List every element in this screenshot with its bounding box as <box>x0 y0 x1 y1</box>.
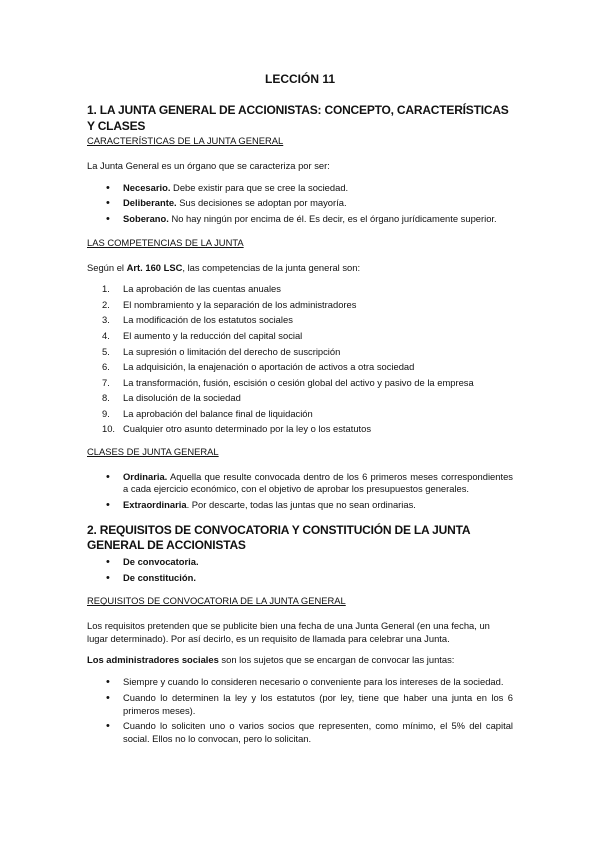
list-item <box>123 499 513 512</box>
list-item: 4. El aumento y la reducción del capital social <box>102 329 303 341</box>
list-item: • De constitución. <box>123 572 513 585</box>
list-item: 3. La modificación de los estatutos sociales <box>102 314 293 326</box>
item-text: Sus decisiones se adoptan por mayoría. <box>176 197 347 209</box>
item-term: Necesario. <box>123 181 171 193</box>
competencies-subheading: LAS COMPETENCIAS DE LA JUNTA <box>87 236 244 248</box>
competencies-list <box>87 283 513 436</box>
list-item: 7. La transformación, fusión, escisión o cesión global del activo y pasivo de la empresa <box>102 376 474 388</box>
item-term: Soberano. <box>123 213 169 225</box>
list-item: 1. La aprobación de las cuentas anuales <box>102 283 281 295</box>
list-item <box>123 182 513 195</box>
list-item: 6. La adquisición, la enajenación o aportación de activos a otra sociedad <box>102 361 415 373</box>
convocatoria-subheading: REQUISITOS DE CONVOCATORIA DE LA JUNTA GENERAL <box>87 595 346 607</box>
list-item: 5. La supresión o limitación del derecho de suscripción <box>102 345 341 357</box>
list-item: • Siempre y cuando lo consideren necesario o conveniente para los intereses de la sociedad. <box>123 676 513 689</box>
list-item: 10. Cualquier otro asunto determinado por la ley o los estatutos <box>102 423 372 435</box>
convocatoria-list <box>87 676 513 745</box>
list-item <box>123 213 513 226</box>
classes-subheading: CLASES DE JUNTA GENERAL <box>87 446 219 458</box>
lesson-title: LECCIÓN 11 <box>264 72 336 86</box>
item-text: No hay ningún por encima de él. Es decir, es el órgano jurídicamente superior. <box>168 213 497 225</box>
item-text: Aquella que resulte convocada dentro de los 6 primeros meses correspondientes a cada ejercicio económico, con el objetivo de aprobar los presupuestos generales. <box>123 470 513 495</box>
section-1-heading: 1. LA JUNTA GENERAL DE ACCIONISTAS: CONCEPTO, CARACTERÍSTICAS Y CLASES <box>87 103 509 133</box>
requirements-types-list <box>87 556 513 584</box>
item-term: Deliberante. <box>123 197 177 209</box>
list-item: • Cuando lo soliciten uno o varios socios que representen, como mínimo, el 5% del capital social. Ellos no lo convocan, pero lo solicitan. <box>123 720 513 745</box>
list-item: 9. La aprobación del balance final de liquidación <box>102 407 313 419</box>
characteristics-subheading: CARACTERÍSTICAS DE LA JUNTA GENERAL <box>87 135 284 147</box>
item-text: . Por descarte, todas las juntas que no sean ordinarias. <box>186 499 416 511</box>
list-item: 8. La disolución de la sociedad <box>102 392 241 404</box>
article-reference: Art. 160 LSC <box>126 261 183 273</box>
list-item <box>123 197 513 210</box>
classes-list <box>87 471 513 512</box>
item-text: Debe existir para que se cree la sociedad. <box>170 181 349 193</box>
item-term: Ordinaria. <box>123 470 168 482</box>
convocatoria-paragraph: Los requisitos pretenden que se publicite bien una fecha de una Junta General (en una fecha, un lugar determinado). Por así decirlo, es un requisito de llamada para celebrar una Junta. <box>87 620 490 644</box>
section-2-heading: 2. REQUISITOS DE CONVOCATORIA Y CONSTITUCIÓN DE LA JUNTA GENERAL DE ACCIONISTAS <box>87 522 470 553</box>
administrators-paragraph: Los administradores sociales son los sujetos que se encargan de convocar las juntas: <box>87 654 455 666</box>
list-item: 2. El nombramiento y la separación de los administradores <box>102 298 357 310</box>
list-item <box>123 471 513 496</box>
competencies-intro: Según el Art. 160 LSC, las competencias de la junta general son: <box>87 261 361 273</box>
characteristics-list <box>87 182 513 226</box>
characteristics-intro: La Junta General es un órgano que se caracteriza por ser: <box>87 160 330 172</box>
item-term: Extraordinaria <box>123 499 187 511</box>
list-item: • Cuando lo determinen la ley y los estatutos (por ley, tiene que haber una junta en los 6 primeros meses). <box>123 692 513 717</box>
list-item: • De convocatoria. <box>123 556 513 569</box>
